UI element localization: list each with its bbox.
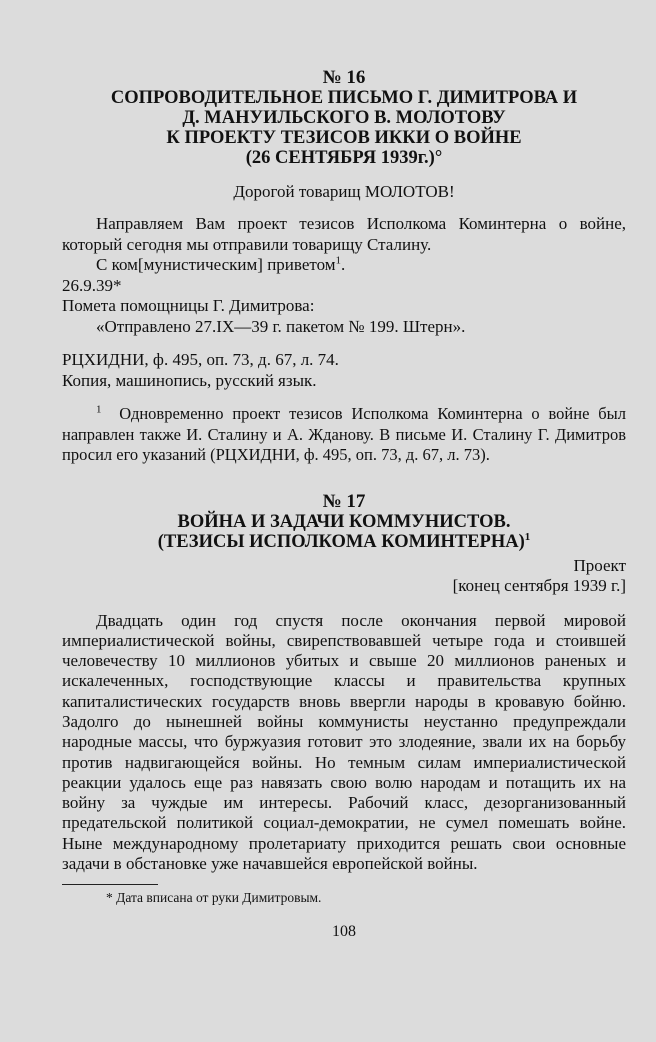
footnote-paragraph — [62, 404, 626, 466]
doc16-title-line: К ПРОЕКТУ ТЕЗИСОВ ИККИ О ВОЙНЕ — [166, 128, 522, 148]
regards-end: . — [341, 255, 346, 274]
doc17-number: № 17 — [322, 490, 366, 512]
doc16-title-line: Д. МАНУИЛЬСКОГО В. МОЛОТОВУ — [182, 108, 506, 128]
doc16-title — [62, 88, 626, 168]
doc16-number: № 16 — [322, 67, 366, 88]
footnote-ref: 1 — [335, 254, 342, 267]
doc17-title-line: ВОЙНА И ЗАДАЧИ КОММУНИСТОВ. — [177, 511, 511, 532]
doc17-title — [62, 512, 626, 552]
note-text: «Отправлено 27.IX—39 г. пакетом № 199. Штерн». — [96, 316, 466, 336]
copy-info: Копия, машинопись, русский язык. — [62, 370, 317, 390]
doc16-title-line: СОПРОВОДИТЕЛЬНОЕ ПИСЬМО Г. ДИМИТРОВА И — [110, 88, 578, 108]
letter-date: 26.9.39* — [62, 275, 122, 295]
body-paragraph: Двадцать один год спустя после окончания первой мировой империалистической войны, свирепствовавшей четыре года и стоившей человечеству 10 миллионов убитых и свыше 20 миллионов раненых и искалеченных, господствующие классы и правительства крупных капиталистических государств вновь ввергли народы в кровавую бойню. Задолго до нынешней войны коммунисты неустанно предупреждали народные массы, что буржуазия готовит это злодеяние, звали их на борьбу против надвигающейся войны. Но темным силам империалистической реакции удалось еще раз навязать свою волю народам и потащить их на войну за чуждые им интересы. Рабочий класс, дезорганизованный предательской политикой социал-демократии, не сумел помешать войне. Ныне международному пролетариату приходится решать свои основные задачи в обстановке уже начавшейся европейской войны. — [62, 610, 626, 874]
doc17-title-line — [62, 532, 626, 552]
letter-paragraph: Направляем Вам проект тезисов Исполкома Коминтерна о войне, который сегодня мы отправили товарищу Сталину. — [62, 214, 626, 254]
regards-text: С ком[мунистическим] приветом — [96, 255, 336, 274]
note-label: Помета помощницы Г. Димитрова: — [62, 296, 315, 315]
footnote-text: Одновременно проект тезисов Исполкома Коминтерна о войне был направлен также И. Сталину и А. Жданову. В письме И. Сталину Г. Димитров просил его указаний (РЦХИДНИ, ф. 495, оп. 73, д. 67, л. 73). — [62, 404, 627, 464]
doc17-date: [конец сентября 1939 г.] — [452, 576, 626, 595]
theses-body — [62, 611, 626, 875]
draft-label: Проект — [573, 555, 626, 575]
footnote-1 — [62, 404, 626, 466]
greeting: Дорогой товарищ МОЛОТОВ! — [233, 182, 455, 201]
title-footnote-ref: 1 — [524, 530, 531, 543]
regards-line — [62, 255, 626, 276]
doc17-title-text: (ТЕЗИСЫ ИСПОЛКОМА КОМИНТЕРНА) — [157, 531, 525, 552]
doc16-title-line: (26 СЕНТЯБРЯ 1939г.)° — [245, 148, 443, 168]
archive-source: РЦХИДНИ, ф. 495, оп. 73, д. 67, л. 74. — [62, 350, 339, 369]
star-footnote: * Дата вписана от руки Димитровым. — [106, 890, 322, 906]
page-number: 108 — [332, 923, 356, 941]
footnote-divider — [62, 884, 158, 885]
book-page — [62, 68, 626, 941]
footnote-marker: 1 — [96, 403, 102, 416]
